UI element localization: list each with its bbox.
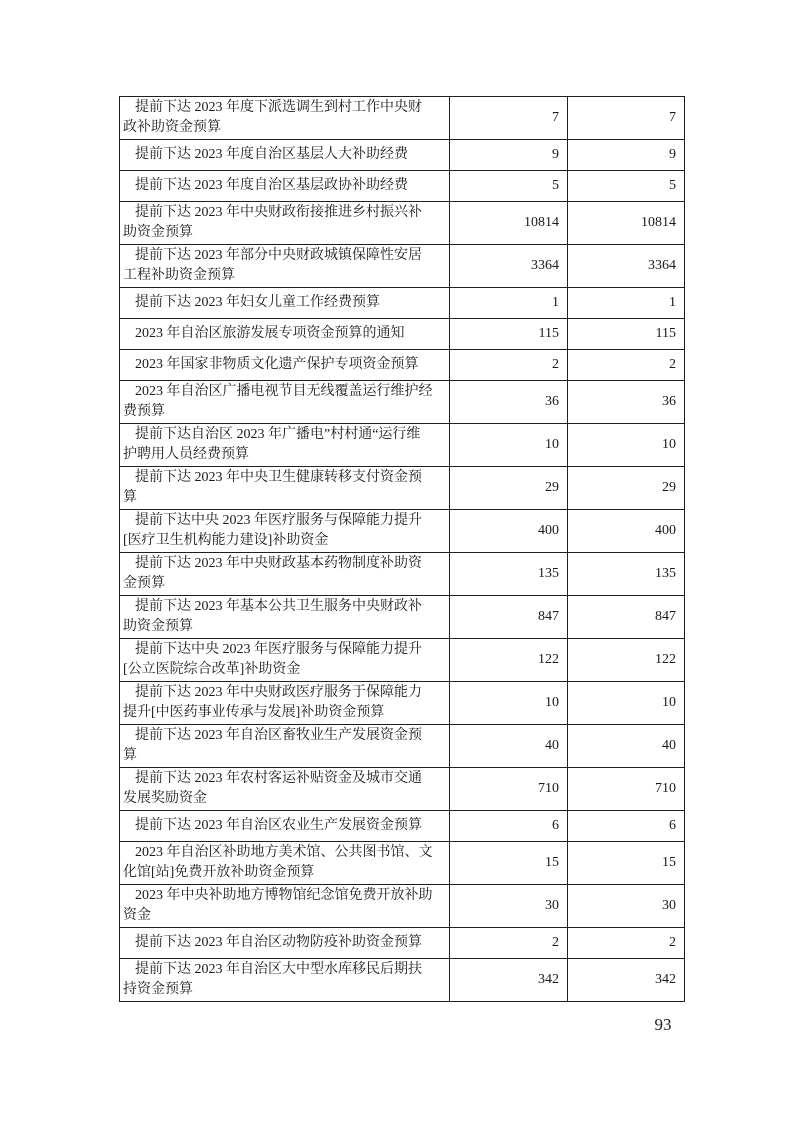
budget-amount-2: 9: [568, 140, 685, 171]
budget-item-name: 提前下达中央 2023 年医疗服务与保障能力提升[公立医院综合改革]补助资金: [120, 639, 450, 682]
budget-amount-2: 29: [568, 467, 685, 510]
budget-amount-2: 36: [568, 381, 685, 424]
budget-amount-2: 847: [568, 596, 685, 639]
budget-amount-1: 10: [450, 682, 568, 725]
budget-amount-2: 7: [568, 97, 685, 140]
budget-amount-1: 5: [450, 171, 568, 202]
budget-item-name: 提前下达中央 2023 年医疗服务与保障能力提升[医疗卫生机构能力建设]补助资金: [120, 510, 450, 553]
budget-amount-1: 7: [450, 97, 568, 140]
budget-item-name: 提前下达 2023 年中央卫生健康转移支付资金预算: [120, 467, 450, 510]
budget-amount-1: 30: [450, 885, 568, 928]
table-row: [120, 842, 685, 885]
table-row: [120, 245, 685, 288]
table-row: [120, 288, 685, 319]
budget-amount-1: 10814: [450, 202, 568, 245]
budget-amount-1: 6: [450, 811, 568, 842]
budget-amount-1: 15: [450, 842, 568, 885]
budget-item-name: 提前下达 2023 年中央财政衔接推进乡村振兴补助资金预算: [120, 202, 450, 245]
budget-amount-2: 2: [568, 928, 685, 959]
budget-item-name: 提前下达 2023 年度自治区基层政协补助经费: [120, 171, 450, 202]
budget-amount-2: 135: [568, 553, 685, 596]
table-row: [120, 350, 685, 381]
budget-item-name: 提前下达自治区 2023 年广播电”村村通“运行维护聘用人员经费预算: [120, 424, 450, 467]
budget-amount-2: 15: [568, 842, 685, 885]
budget-amount-1: 36: [450, 381, 568, 424]
table-row: [120, 682, 685, 725]
table-row: [120, 202, 685, 245]
budget-amount-1: 400: [450, 510, 568, 553]
table-row: [120, 424, 685, 467]
budget-item-name: 2023 年中央补助地方博物馆纪念馆免费开放补助资金: [120, 885, 450, 928]
budget-amount-1: 40: [450, 725, 568, 768]
budget-amount-1: 115: [450, 319, 568, 350]
table-row: [120, 811, 685, 842]
table-row: [120, 97, 685, 140]
budget-item-name: 提前下达 2023 年妇女儿童工作经费预算: [120, 288, 450, 319]
budget-amount-1: 3364: [450, 245, 568, 288]
table-row: [120, 319, 685, 350]
budget-amount-2: 10814: [568, 202, 685, 245]
budget-amount-1: 342: [450, 959, 568, 1002]
budget-item-name: 提前下达 2023 年度下派选调生到村工作中央财政补助资金预算: [120, 97, 450, 140]
table-row: [120, 140, 685, 171]
budget-amount-1: 9: [450, 140, 568, 171]
budget-item-name: 提前下达 2023 年部分中央财政城镇保障性安居工程补助资金预算: [120, 245, 450, 288]
budget-amount-1: 29: [450, 467, 568, 510]
budget-amount-1: 135: [450, 553, 568, 596]
budget-amount-2: 1: [568, 288, 685, 319]
budget-amount-1: 2: [450, 928, 568, 959]
budget-item-name: 2023 年自治区广播电视节目无线覆盖运行维护经费预算: [120, 381, 450, 424]
budget-amount-2: 30: [568, 885, 685, 928]
budget-amount-2: 2: [568, 350, 685, 381]
table-row: [120, 467, 685, 510]
budget-amount-2: 10: [568, 424, 685, 467]
budget-item-name: 提前下达 2023 年中央财政基本药物制度补助资金预算: [120, 553, 450, 596]
budget-amount-2: 5: [568, 171, 685, 202]
budget-amount-1: 847: [450, 596, 568, 639]
budget-amount-2: 122: [568, 639, 685, 682]
table-row: [120, 959, 685, 1002]
budget-item-name: 提前下达 2023 年度自治区基层人大补助经费: [120, 140, 450, 171]
budget-table-body: [120, 97, 685, 1002]
budget-amount-1: 10: [450, 424, 568, 467]
budget-amount-2: 342: [568, 959, 685, 1002]
budget-amount-2: 710: [568, 768, 685, 811]
budget-amount-1: 122: [450, 639, 568, 682]
budget-amount-1: 710: [450, 768, 568, 811]
budget-item-name: 提前下达 2023 年基本公共卫生服务中央财政补助资金预算: [120, 596, 450, 639]
budget-item-name: 提前下达 2023 年自治区畜牧业生产发展资金预算: [120, 725, 450, 768]
table-row: [120, 171, 685, 202]
table-row: [120, 885, 685, 928]
budget-table: [119, 96, 685, 1002]
page-number: 93: [654, 1015, 672, 1034]
budget-amount-1: 1: [450, 288, 568, 319]
table-row: [120, 768, 685, 811]
budget-item-name: 提前下达 2023 年中央财政医疗服务于保障能力提升[中医药事业传承与发展]补助资金预算: [120, 682, 450, 725]
table-row: [120, 510, 685, 553]
table-row: [120, 725, 685, 768]
table-row: [120, 553, 685, 596]
budget-item-name: 2023 年自治区补助地方美术馆、公共图书馆、文化馆[站]免费开放补助资金预算: [120, 842, 450, 885]
budget-amount-2: 115: [568, 319, 685, 350]
budget-amount-2: 40: [568, 725, 685, 768]
table-row: [120, 381, 685, 424]
budget-item-name: 2023 年自治区旅游发展专项资金预算的通知: [120, 319, 450, 350]
budget-item-name: 2023 年国家非物质文化遗产保护专项资金预算: [120, 350, 450, 381]
table-row: [120, 928, 685, 959]
budget-item-name: 提前下达 2023 年自治区动物防疫补助资金预算: [120, 928, 450, 959]
budget-amount-2: 6: [568, 811, 685, 842]
table-row: [120, 596, 685, 639]
table-row: [120, 639, 685, 682]
budget-item-name: 提前下达 2023 年农村客运补贴资金及城市交通发展奖励资金: [120, 768, 450, 811]
budget-amount-2: 3364: [568, 245, 685, 288]
budget-amount-1: 2: [450, 350, 568, 381]
budget-item-name: 提前下达 2023 年自治区大中型水库移民后期扶持资金预算: [120, 959, 450, 1002]
budget-item-name: 提前下达 2023 年自治区农业生产发展资金预算: [120, 811, 450, 842]
budget-amount-2: 10: [568, 682, 685, 725]
budget-amount-2: 400: [568, 510, 685, 553]
